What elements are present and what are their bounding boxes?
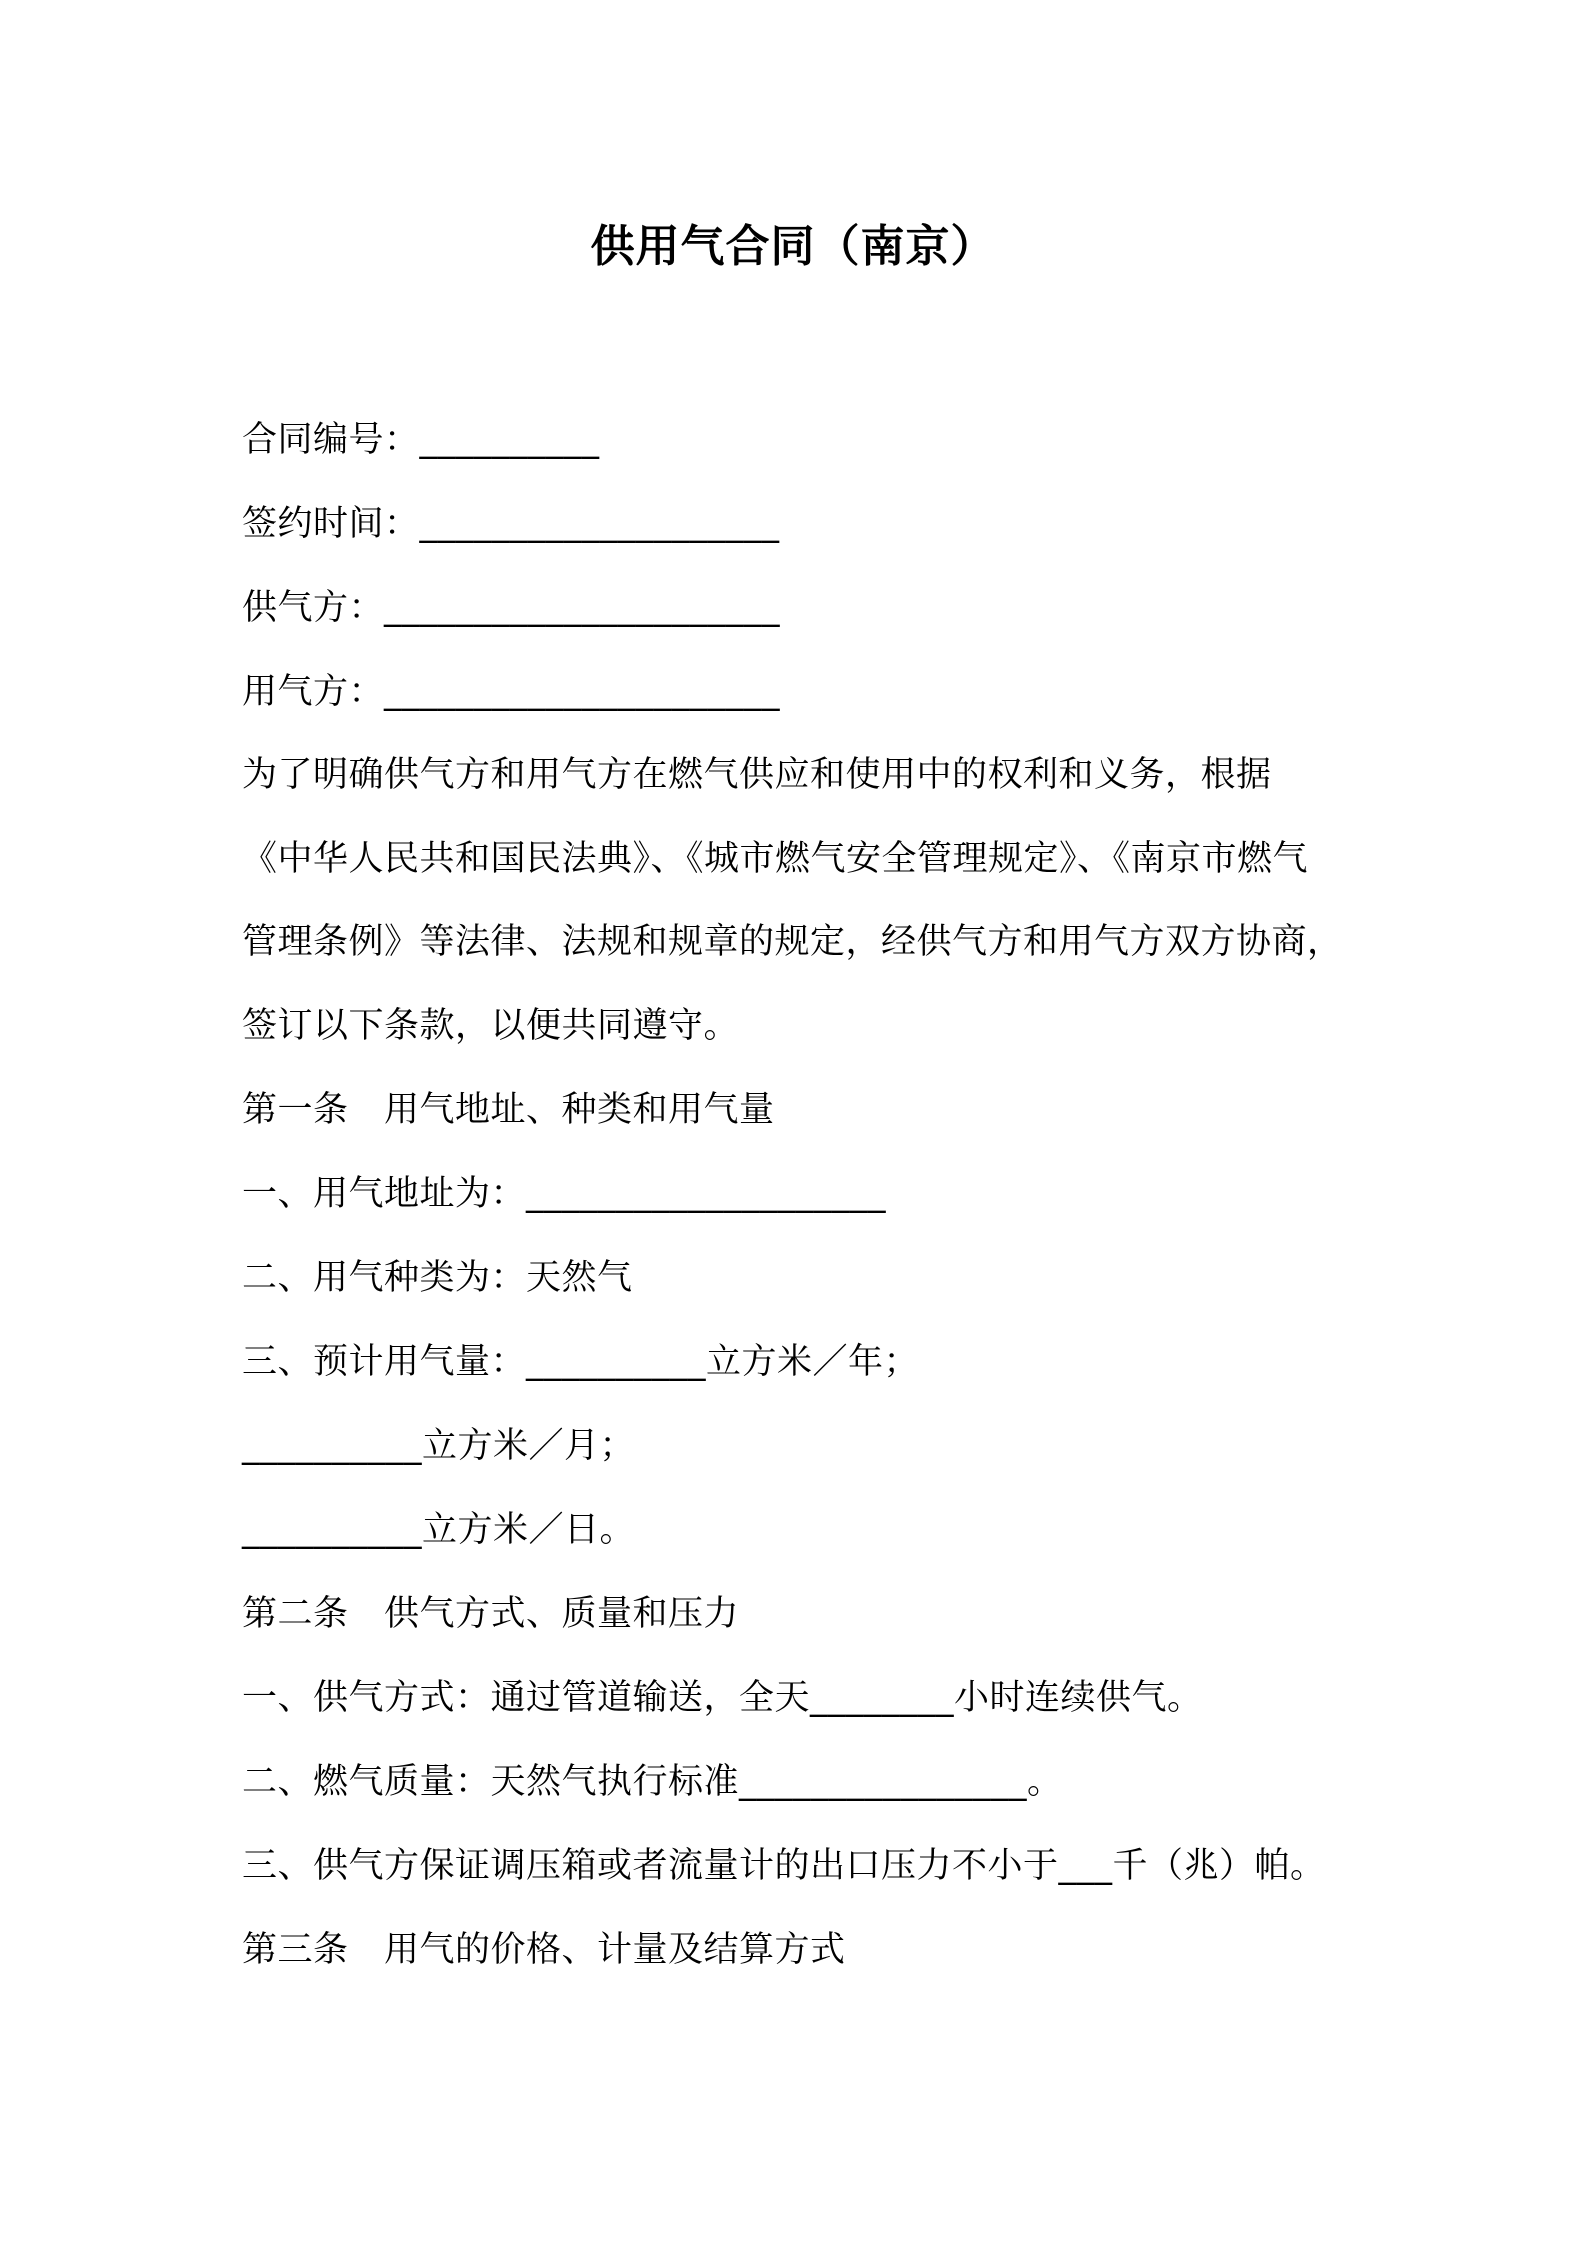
article-2-heading: 第二条 供气方式、质量和压力 bbox=[242, 1594, 740, 1634]
article-2-item-3: 三、供气方保证调压箱或者流量计的出口压力不小于___千（兆）帕。 bbox=[242, 1846, 1326, 1886]
supplier-line: 供气方：______________________ bbox=[242, 588, 781, 628]
preamble-line-1: 为了明确供气方和用气方在燃气供应和使用中的权利和义务，根据 bbox=[242, 755, 1272, 795]
article-1-item-3-daily: __________立方米／日。 bbox=[242, 1510, 636, 1550]
article-1-item-1: 一、用气地址为：____________________ bbox=[242, 1174, 887, 1214]
preamble-line-4: 签订以下条款，以便共同遵守。 bbox=[242, 1006, 740, 1046]
article-1-item-3: 三、预计用气量：__________立方米／年； bbox=[242, 1342, 920, 1382]
article-2-item-2: 二、燃气质量：天然气执行标准________________。 bbox=[242, 1762, 1063, 1802]
article-1-heading: 第一条 用气地址、种类和用气量 bbox=[242, 1090, 775, 1130]
preamble-line-3: 管理条例》等法律、法规和规章的规定，经供气方和用气方双方协商， bbox=[242, 922, 1343, 962]
signing-time-line: 签约时间：____________________ bbox=[242, 504, 780, 544]
contract-number-line: 合同编号：__________ bbox=[242, 420, 600, 460]
article-2-item-1: 一、供气方式：通过管道输送，全天________小时连续供气。 bbox=[242, 1678, 1203, 1718]
consumer-line: 用气方：______________________ bbox=[242, 672, 781, 712]
preamble-line-2: 《中华人民共和国民法典》、《城市燃气安全管理规定》、《南京市燃气 bbox=[242, 839, 1309, 879]
article-1-item-2: 二、用气种类为：天然气 bbox=[242, 1258, 633, 1298]
article-1-item-3-monthly: __________立方米／月； bbox=[242, 1426, 636, 1466]
article-3-heading: 第三条 用气的价格、计量及结算方式 bbox=[242, 1930, 846, 1970]
document-title: 供用气合同（南京） bbox=[590, 221, 996, 272]
